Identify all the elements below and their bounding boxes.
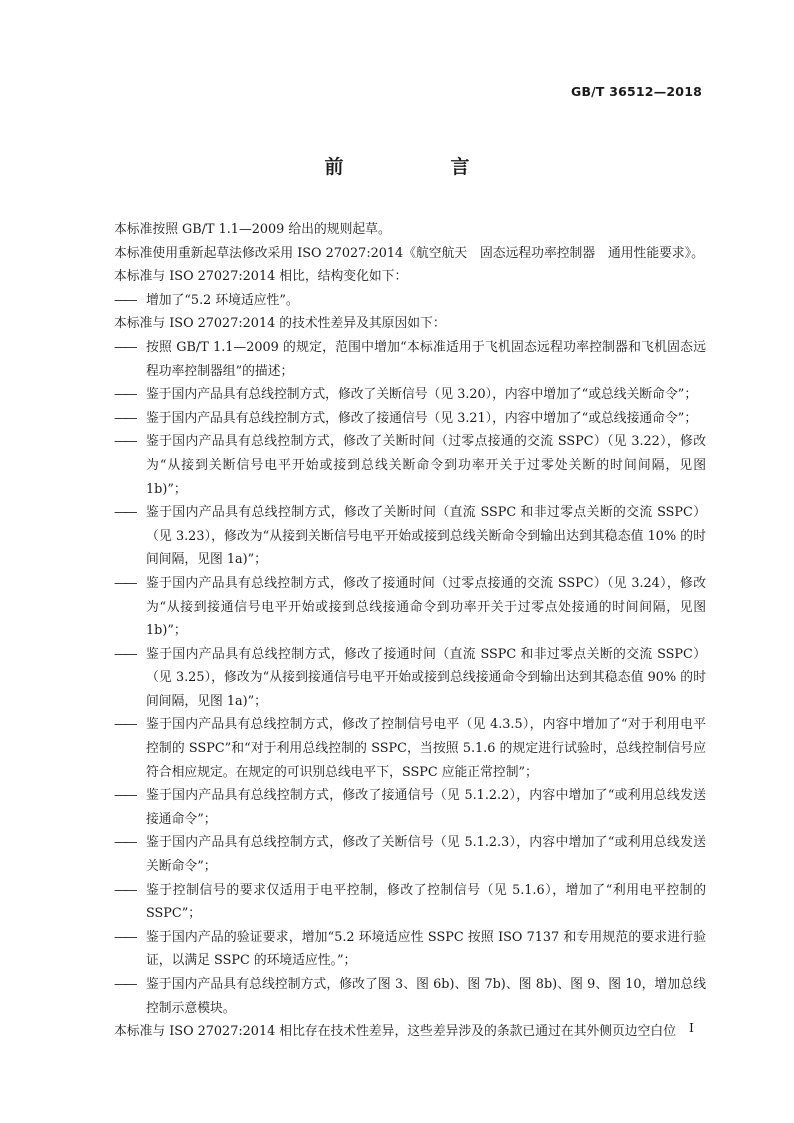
intro-paragraph: 本标准与 ISO 27027:2014 相比，结构变化如下： [114, 269, 408, 285]
list-item-text: 鉴于国内产品具有总线控制方式，修改了接通时间（过零点接通的交流 SSPC）（见 3.24），修改为“从接到接通信号电平开始或接到总线接通命令到功率开关于过零点处接通的时间间隔，见图 1b)”； [146, 575, 706, 639]
list-item-text: 鉴于国内产品具有总线控制方式，修改了接通信号（见 5.1.2.2），内容中增加了“或利用总线发送接通命令”； [146, 788, 706, 827]
list-item [88, 713, 706, 784]
tech-diff-intro: 本标准与 ISO 27027:2014 的技术性差异及其原因如下： [114, 316, 446, 332]
closing-paragraph: 本标准与 ISO 27027:2014 相比存在技术性差异，这些差异涉及的条款已通过在其外侧页边空白位 [114, 1024, 676, 1040]
list-item [88, 501, 706, 572]
intro-paragraph: 本标准按照 GB/T 1.1—2009 给出的规则起草。 [114, 222, 391, 237]
list-item [88, 784, 706, 831]
list-item [88, 831, 706, 878]
list-item-text: 鉴于国内产品具有总线控制方式，修改了接通时间（直流 SSPC 和非过零点关断的交流 SSPC）（见 3.25），修改为“从接到接通信号电平开始或接到总线接通命令到输出达到其稳态值 90% 的时间间隔，见图 1a)”； [146, 646, 706, 709]
list-item-text: 鉴于国内产品具有总线控制方式，修改了关断信号（见 3.20），内容中增加了“或总线关断命令”； [146, 387, 698, 403]
dash-marker: —— [114, 835, 136, 851]
intro-paragraph: 本标准使用重新起草法修改采用 ISO 27027:2014《航空航天 固态远程功率控制器 通用性能要求》。 [114, 245, 704, 261]
list-item-text: 鉴于国内产品具有总线控制方式，修改了接通信号（见 3.21），内容中增加了“或总线接通命令”； [146, 410, 698, 426]
page-number: I [689, 1020, 694, 1035]
list-item-text: 鉴于国内产品具有总线控制方式，修改了控制信号电平（见 4.3.5），内容中增加了“对于利用电平控制的 SSPC”和“对于利用总线控制的 SSPC，当按照 5.1.6 的规定进行试验时，总线控制信号应符合相应规定。在规定的可识别总线电平下，SSPC 应能正常控制”； [146, 717, 706, 780]
page-title: 前 言 [324, 156, 514, 178]
document-code: GB/T 36512—2018 [570, 84, 702, 99]
list-item [88, 572, 706, 643]
list-item-text: 鉴于控制信号的要求仅适用于电平控制，修改了控制信号（见 5.1.6），增加了“利用电平控制的 SSPC”； [146, 882, 706, 922]
list-item [88, 407, 706, 431]
list-item [88, 383, 706, 407]
list-item-text: 增加了“5.2 环境适应性”。 [146, 292, 299, 308]
list-item [88, 430, 706, 501]
dash-marker: —— [114, 575, 136, 591]
list-item [88, 289, 706, 313]
list-item [88, 643, 706, 714]
list-item [88, 926, 706, 973]
list-item-text: 鉴于国内产品具有总线控制方式，修改了关断信号（见 5.1.2.3），内容中增加了“或利用总线发送关断命令”； [146, 835, 706, 875]
dash-marker: —— [114, 292, 136, 308]
dash-marker: —— [114, 882, 136, 898]
list-item-text: 鉴于国内产品具有总线控制方式，修改了关断时间（直流 SSPC 和非过零点关断的交流 SSPC）（见 3.23），修改为“从接到关断信号电平开始或接到总线关断命令到输出达到其稳态值 10% 的时间间隔，见图 1a)”； [146, 505, 706, 568]
list-item [88, 879, 706, 926]
dash-marker: —— [114, 717, 136, 733]
list-item-text: 按照 GB/T 1.1—2009 的规定，范围中增加“本标准适用于飞机固态远程功率控制器和飞机固态远程功率控制器组”的描述； [146, 339, 706, 379]
dash-marker: —— [114, 410, 136, 426]
dash-marker: —— [114, 387, 136, 403]
dash-marker: —— [114, 977, 136, 992]
dash-marker: —— [114, 929, 136, 945]
dash-marker: —— [114, 339, 136, 355]
list-item-text: 鉴于国内产品的验证要求，增加“5.2 环境适应性 SSPC 按照 ISO 7137 和专用规范的要求进行验证，以满足 SSPC 的环境适应性。”； [146, 929, 706, 969]
list-item [88, 336, 706, 383]
dash-marker: —— [114, 505, 136, 521]
dash-marker: —— [114, 434, 136, 450]
foreword-body [88, 218, 706, 1044]
dash-marker: —— [114, 788, 136, 804]
list-item-text: 鉴于国内产品具有总线控制方式，修改了关断时间（过零点接通的交流 SSPC）（见 3.22），修改为“从接到关断信号电平开始或接到总线关断命令到功率开关于过零处关断的时间间隔，见图 1b)”； [146, 434, 706, 497]
dash-marker: —— [114, 646, 136, 662]
list-item [88, 973, 706, 1020]
list-item-text: 鉴于国内产品具有总线控制方式，修改了图 3、图 6b)、图 7b)、图 8b)、图 9、图 10，增加总线控制示意模块。 [146, 977, 706, 1016]
